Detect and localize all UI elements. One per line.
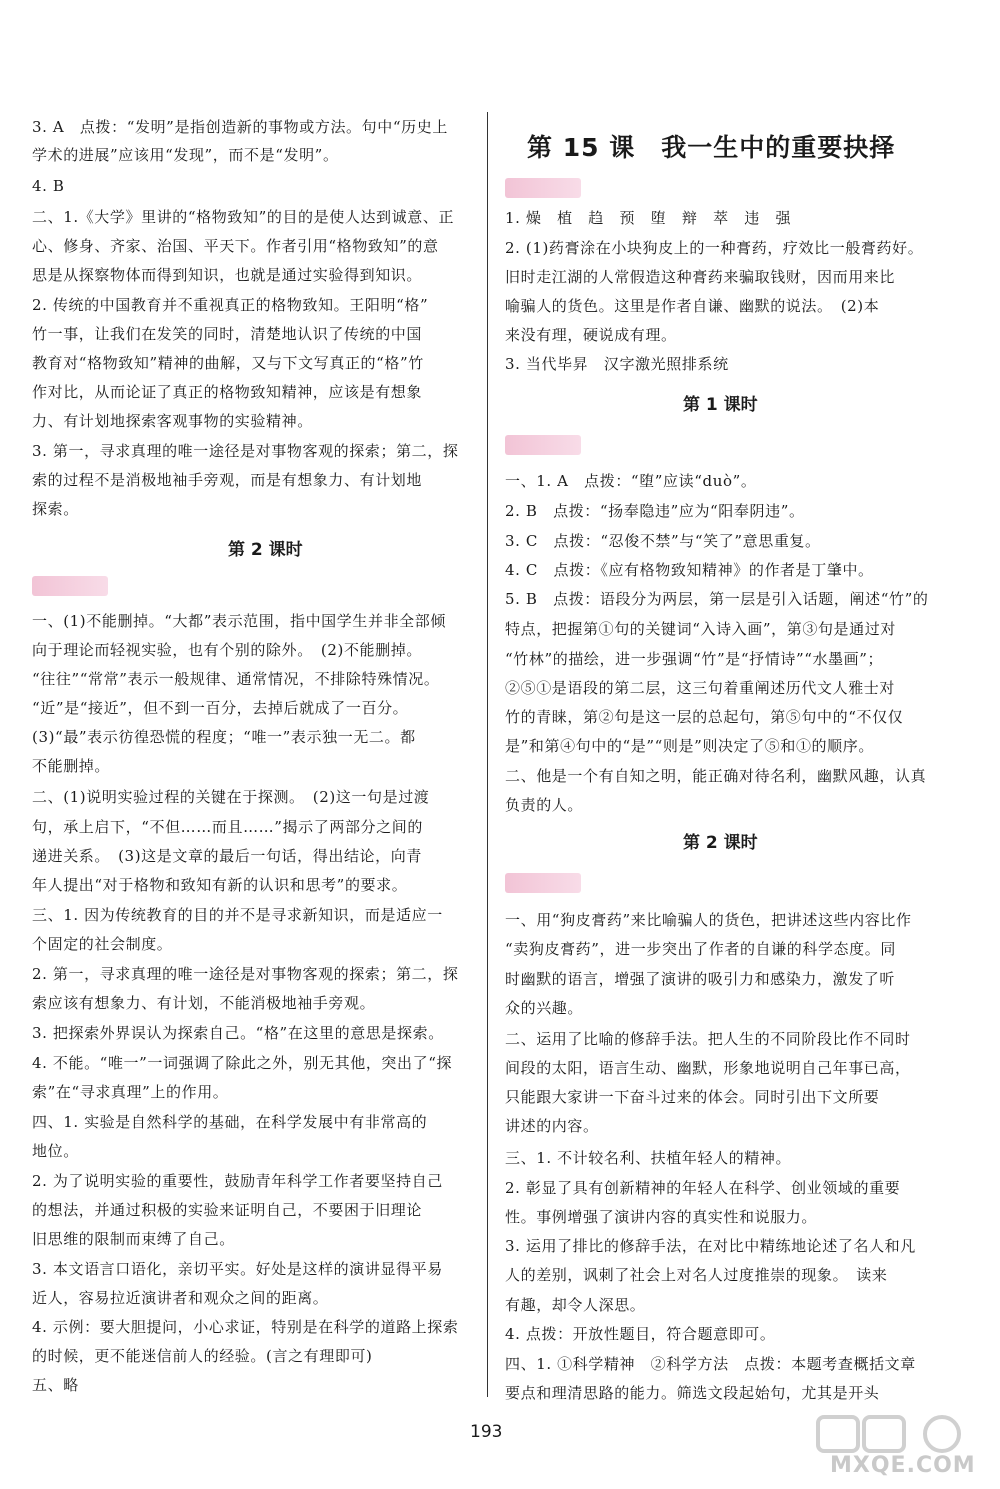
section-tag <box>505 435 581 455</box>
answer-line: 2. 第一，寻求真理的唯一途径是对事物客观的探索；第二，探 <box>32 965 459 983</box>
answer-line: 递进关系。 (3)这是文章的最后一句话，得出结论，向青 <box>32 847 422 865</box>
answer-line: 负责的人。 <box>505 796 584 814</box>
answer-line: 索”在“寻求真理”上的作用。 <box>32 1083 229 1101</box>
answer-line: 一、用“狗皮膏药”来比喻骗人的货色，把讲述这些内容比作 <box>505 911 912 929</box>
answer-line: 思是从探察物体而得到知识，也就是通过实验得到知识。 <box>32 266 423 284</box>
answer-line: 要点和理清思路的能力。筛选文段起始句，尤其是开头 <box>505 1384 880 1402</box>
answer-line: 1. 燥 植 趋 预 堕 辩 萃 违 强 <box>505 209 792 227</box>
answer-line: “近”是“接近”，但不到一百分，去掉后就成了一百分。 <box>32 699 409 717</box>
answer-line: 索的过程不是消极地袖手旁观，而是有想象力、有计划地 <box>32 471 423 489</box>
answer-line: ②⑤①是语段的第二层，这三句着重阐述历代文人雅士对 <box>505 679 896 697</box>
answer-line: “竹林”的描绘，进一步强调“竹”是“抒情诗”“水墨画”； <box>505 650 884 668</box>
answer-line: “卖狗皮膏药”，进一步突出了作者的自谦的科学态度。同 <box>505 940 896 958</box>
answer-line: 竹的青睐，第②句是这一层的总起句，第⑤句中的“不仅仅 <box>505 708 904 726</box>
page-number: 193 <box>470 1422 503 1442</box>
answer-line: 教育对“格物致知”精神的曲解，又与下文写真正的“格”竹 <box>32 354 424 372</box>
answer-line: 3. 把探索外界误认为探索自己。“格”在这里的意思是探索。 <box>32 1024 444 1042</box>
answer-line: 4. C 点拨：《应有格物致知精神》的作者是丁肇中。 <box>505 561 874 579</box>
answer-line: 索应该有想象力、有计划，不能消极地袖手旁观。 <box>32 994 376 1012</box>
answer-line: 2. B 点拨：“扬奉隐违”应为“阳奉阴违”。 <box>505 502 805 520</box>
answer-line: 是”和第④句中的“是”“则是”则决定了⑤和①的顺序。 <box>505 737 874 755</box>
answer-line: 不能删掉。 <box>32 757 111 775</box>
answer-line: 的想法，并通过积极的实验来证明自己，不要困于旧理论 <box>32 1201 423 1219</box>
answer-line: 近人，容易拉近演讲者和观众之间的距离。 <box>32 1289 329 1307</box>
answer-line: 有趣，却令人深思。 <box>505 1296 646 1314</box>
section-title: 第 1 课时 <box>683 395 758 415</box>
watermark-text: MXQE.COM <box>830 1453 976 1478</box>
answer-line: 人的差别，讽刺了社会上对名人过度推崇的现象。 读来 <box>505 1266 888 1284</box>
answer-line: (3)“最”表示彷徨恐慌的程度；“唯一”表示独一无二。都 <box>32 728 416 746</box>
answer-line: 4. 示例：要大胆提问，小心求证，特别是在科学的道路上探索 <box>32 1318 459 1336</box>
answer-line: 5. B 点拨：语段分为两层，第一层是引入话题，阐述“竹”的 <box>505 590 929 608</box>
answer-line: 二、1.《大学》里讲的“格物致知”的目的是使人达到诚意、正 <box>32 208 455 226</box>
answer-line: 讲述的内容。 <box>505 1117 599 1135</box>
answer-line: 三、1. 因为传统教育的目的并不是寻求新知识，而是适应一 <box>32 906 443 924</box>
section-tag <box>505 873 581 893</box>
answer-line: 旧思维的限制而束缚了自己。 <box>32 1230 235 1248</box>
answer-line: 四、1. ①科学精神 ②科学方法 点拨：本题考查概括文章 <box>505 1355 916 1373</box>
answer-line: 句，承上启下，“不但……而且……”揭示了两部分之间的 <box>32 818 423 836</box>
answer-line: 心、修身、齐家、治国、平天下。作者引用“格物致知”的意 <box>32 237 439 255</box>
answer-line: 来没有理，硬说成有理。 <box>505 326 677 344</box>
answer-line: “往往”“常常”表示一般规律、通常情况，不排除特殊情况。 <box>32 670 440 688</box>
watermark-logo <box>812 1413 982 1483</box>
section-title: 第 2 课时 <box>683 833 758 853</box>
answer-line: 2. 为了说明实验的重要性，鼓励青年科学工作者要坚持自己 <box>32 1172 443 1190</box>
answer-line: 3. 本文语言口语化，亲切平实。好处是这样的演讲显得平易 <box>32 1260 443 1278</box>
answer-line: 力、有计划地探索客观事物的实验精神。 <box>32 412 313 430</box>
answer-line: 作对比，从而论证了真正的格物致知精神，应该是有想象 <box>32 383 423 401</box>
answer-line: 个固定的社会制度。 <box>32 935 173 953</box>
answer-line: 一、(1)不能删掉。“大都”表示范围，指中国学生并非全部倾 <box>32 612 446 630</box>
answer-line: 4. B <box>32 177 65 195</box>
answer-line: 探索。 <box>32 500 79 518</box>
section-tag <box>505 178 581 198</box>
answer-line: 旧时走江湖的人常假造这种膏药来骗取钱财，因而用来比 <box>505 268 896 286</box>
answer-line: 四、1. 实验是自然科学的基础，在科学发展中有非常高的 <box>32 1113 428 1131</box>
watermark-graphic <box>812 1413 982 1457</box>
answer-line: 学术的进展”应该用“发现”，而不是“发明”。 <box>32 146 339 164</box>
answer-line: 性。事例增强了演讲内容的真实性和说服力。 <box>505 1208 818 1226</box>
answer-line: 竹一事，让我们在发笑的同时，清楚地认识了传统的中国 <box>32 325 423 343</box>
answer-line: 3. 运用了排比的修辞手法，在对比中精练地论述了名人和凡 <box>505 1237 916 1255</box>
section-tag <box>32 576 108 596</box>
answer-line: 2. 传统的中国教育并不重视真正的格物致知。王阳明“格” <box>32 296 429 314</box>
answer-line: 间段的太阳，语言生动、幽默，形象地说明自己年事已高， <box>505 1059 911 1077</box>
answer-line: 的时候，更不能迷信前人的经验。(言之有理即可) <box>32 1347 373 1365</box>
answer-line: 五、略 <box>32 1376 79 1394</box>
answer-line: 众的兴趣。 <box>505 999 584 1017</box>
answer-line: 二、(1)说明实验过程的关键在于探测。 (2)这一句是过渡 <box>32 788 430 806</box>
answer-line: 3. 当代毕昇 汉字激光照排系统 <box>505 355 729 373</box>
answer-line: 只能跟大家讲一下奋斗过来的体会。同时引出下文所要 <box>505 1088 880 1106</box>
answer-line: 三、1. 不计较名利、扶植年轻人的精神。 <box>505 1149 792 1167</box>
lesson-title: 第 15 课 我一生中的重要抉择 <box>527 133 896 162</box>
answer-line: 3. 第一，寻求真理的唯一途径是对事物客观的探索；第二，探 <box>32 442 459 460</box>
section-title: 第 2 课时 <box>228 540 303 560</box>
answer-line: 时幽默的语言，增强了演讲的吸引力和感染力，激发了听 <box>505 970 896 988</box>
answer-line: 2. (1)药膏涂在小块狗皮上的一种膏药，疗效比一般膏药好。 <box>505 239 924 257</box>
answer-line: 喻骗人的货色。这里是作者自谦、幽默的说法。 (2)本 <box>505 297 880 315</box>
answer-line: 4. 不能。“唯一”一词强调了除此之外，别无其他，突出了“探 <box>32 1054 453 1072</box>
answer-line: 年人提出“对于格物和致知有新的认识和思考”的要求。 <box>32 876 408 894</box>
answer-line: 4. 点拨：开放性题目，符合题意即可。 <box>505 1325 776 1343</box>
answer-line: 二、他是一个有自知之明，能正确对待名利，幽默风趣，认真 <box>505 767 927 785</box>
answer-line: 2. 彰显了具有创新精神的年轻人在科学、创业领域的重要 <box>505 1179 901 1197</box>
answer-line: 二、运用了比喻的修辞手法。把人生的不同阶段比作不同时 <box>505 1030 911 1048</box>
answer-line: 向于理论而轻视实验，也有个别的除外。 (2)不能删掉。 <box>32 641 422 659</box>
answer-line: 地位。 <box>32 1142 79 1160</box>
answer-line: 3. C 点拨：“忍俊不禁”与“笑了”意思重复。 <box>505 532 821 550</box>
answer-line: 3. A 点拨：“发明”是指创造新的事物或方法。句中“历史上 <box>32 118 448 136</box>
column-divider <box>487 112 488 1397</box>
answer-line: 一、1. A 点拨：“堕”应读“duò”。 <box>505 472 757 490</box>
answer-line: 特点，把握第①句的关键词“入诗入画”，第③句是通过对 <box>505 620 896 638</box>
